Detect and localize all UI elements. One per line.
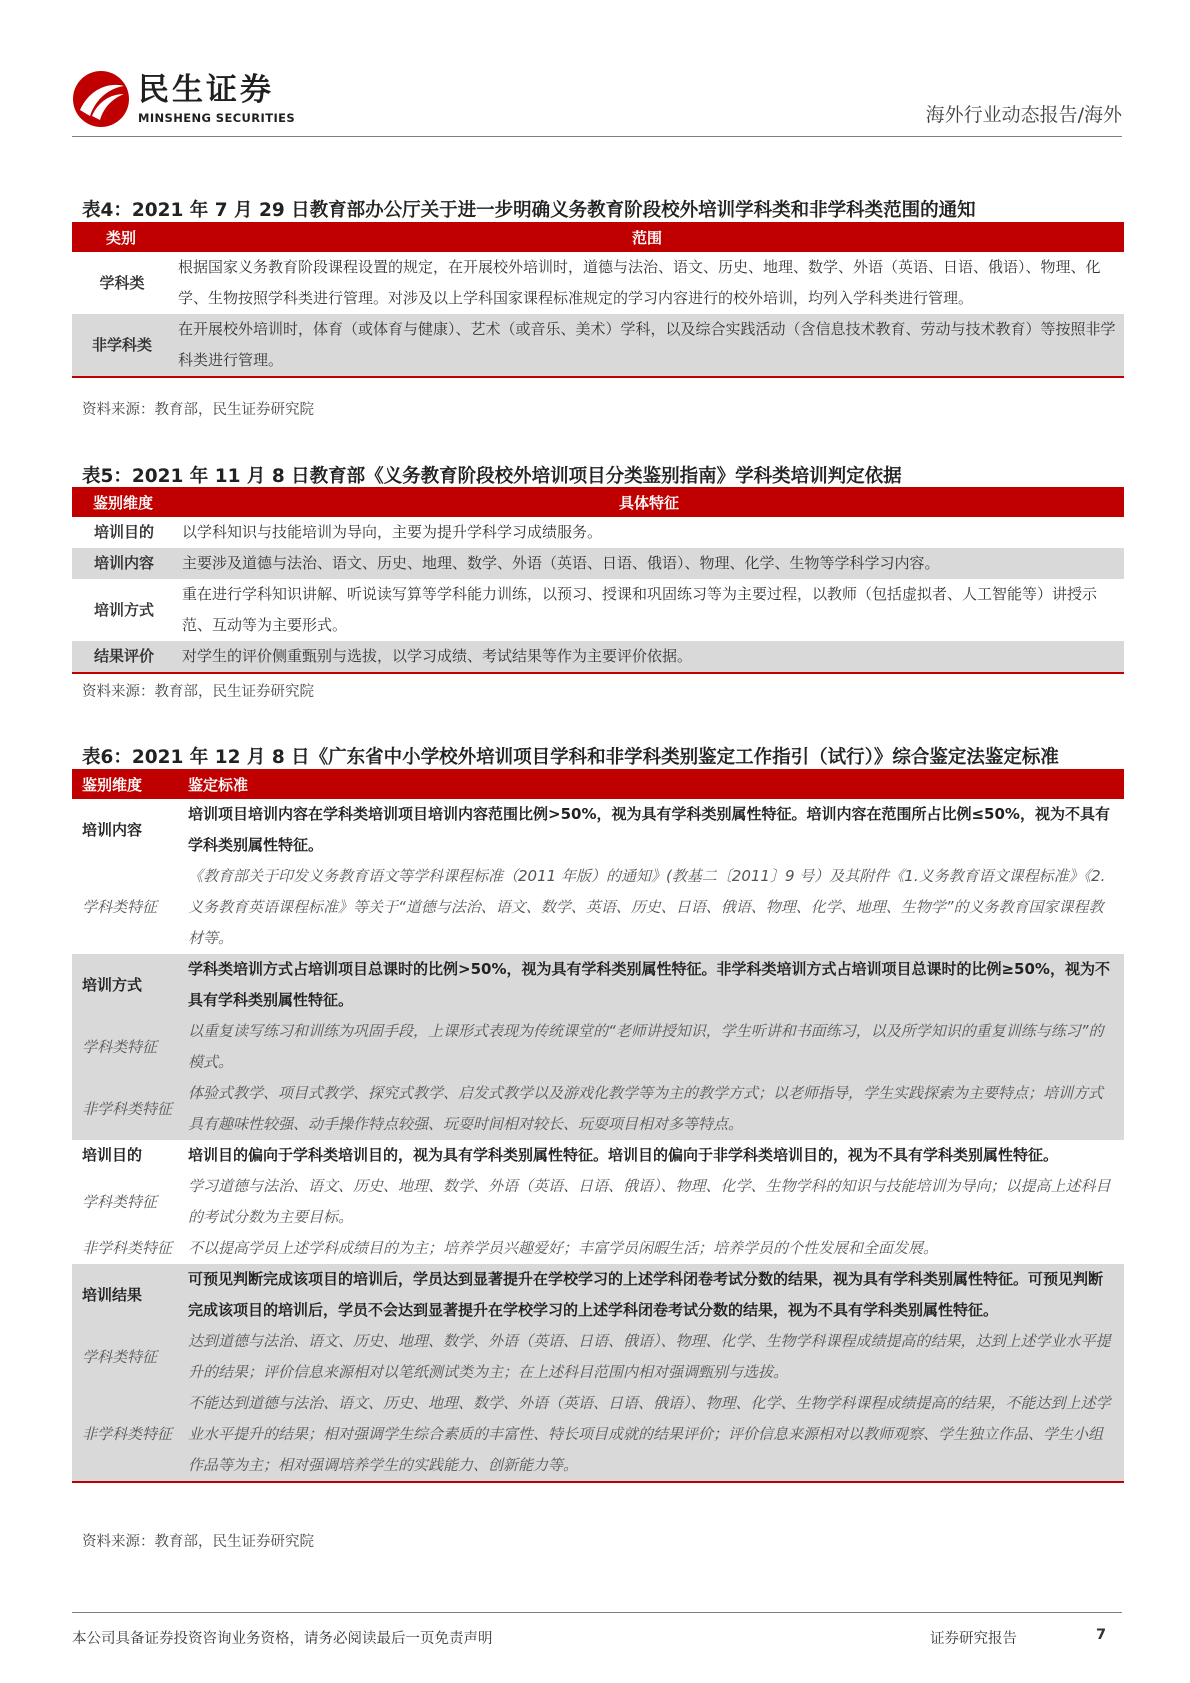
dimension-cell: 培训结果 xyxy=(72,1264,180,1326)
table5-source: 资料来源：教育部，民生证券研究院 xyxy=(82,684,314,700)
table-row xyxy=(72,861,1124,954)
dimension-cell: 非学科类特征 xyxy=(82,1239,173,1257)
table-row xyxy=(72,1233,1124,1264)
table-row xyxy=(72,1388,1124,1482)
table5-title: 表5：2021 年 11 月 8 日教育部《义务教育阶段校外培训项目分类鉴别指南》学科类培训判定依据 xyxy=(82,466,902,487)
dimension-cell: 培训方式 xyxy=(72,954,180,1016)
table-row xyxy=(72,799,1124,861)
table4-header-scope: 范围 xyxy=(170,222,1124,252)
category-cell: 学科类 xyxy=(99,273,145,292)
dimension-cell: 培训目的 xyxy=(93,523,154,541)
standard-cell: 以重复读写练习和训练为巩固手段，上课形式表现为传统课堂的“老师讲授知识，学生听讲和书面练习，以及所学知识的重复训练与练习”的模式。 xyxy=(180,1016,1124,1078)
page-footer xyxy=(72,1612,1122,1647)
table4-header-row xyxy=(72,222,1124,252)
company-logo xyxy=(72,70,295,128)
table-row xyxy=(72,252,1124,314)
table-row xyxy=(72,1140,1124,1171)
table6 xyxy=(72,769,1124,1483)
dimension-cell: 培训内容 xyxy=(82,820,143,839)
standard-cell: 不能达到道德与法治、语文、历史、地理、数学、外语（英语、日语、俄语）、物理、化学、生物学科课程成绩提高的结果，不能达到上述学业水平提升的结果；相对强调学生综合素质的丰富性、特长项目成就的结果评价；评价信息来源相对以教师观察、学生独立作品、学生小组作品等为主；相对强调培养学生的实践能力、创新能力等。 xyxy=(180,1388,1124,1482)
dimension-cell: 学科类特征 xyxy=(72,1326,180,1388)
table6-title: 表6：2021 年 12 月 8 日《广东省中小学校外培训项目学科和非学科类别鉴定工作指引（试行）》综合鉴定法鉴定标准 xyxy=(82,747,1059,768)
dimension-cell: 学科类特征 xyxy=(82,898,158,916)
standard-cell: 《教育部关于印发义务教育语文等学科课程标准（2011 年版）的通知》(教基二〔2011〕9 号）及其附件《1.义务教育语文课程标准》《2.义务教育英语课程标准》等关于“道德与法治、语文、数学、英语、历史、日语、俄语、物理、化学、地理、生物学”的义务教育国家课程教材等。 xyxy=(188,867,1106,947)
table-row xyxy=(72,954,1124,1016)
footer-report-type: 证券研究报告 xyxy=(930,1631,1017,1647)
report-type: 海外行业动态报告/海外 xyxy=(925,104,1122,126)
category-cell: 非学科类 xyxy=(72,314,170,377)
table-row xyxy=(72,579,1124,641)
table6-header-standard: 鉴定标准 xyxy=(180,769,1124,799)
table-row xyxy=(72,1326,1124,1388)
standard-cell: 体验式教学、项目式教学、探究式教学、启发式教学以及游戏化教学等为主的教学方式；以老师指导，学生实践探索为主要特点；培训方式具有趣味性较强、动手操作特点较强、玩耍时间相对较长、玩耍项目相对多等特点。 xyxy=(180,1078,1124,1140)
table6-header-row xyxy=(72,769,1124,799)
feature-cell: 对学生的评价侧重甄别与选拔，以学习成绩、考试结果等作为主要评价依据。 xyxy=(174,641,1124,673)
standard-cell: 不以提高学员上述学科成绩目的为主；培养学员兴趣爱好；丰富学员闲暇生活；培养学员的个性发展和全面发展。 xyxy=(188,1239,939,1257)
table5-header-row xyxy=(72,487,1124,517)
standard-cell: 学习道德与法治、语文、历史、地理、数学、外语（英语、日语、俄语）、物理、化学、生物学科的知识与技能培训为导向；以提高上述科目的考试分数为主要目标。 xyxy=(188,1177,1111,1226)
feature-cell: 主要涉及道德与法治、语文、历史、地理、数学、外语（英语、日语、俄语）、物理、化学、生物等学科学习内容。 xyxy=(174,548,1124,579)
table6-header-dimension: 鉴别维度 xyxy=(72,769,180,799)
table5-header-feature: 具体特征 xyxy=(174,487,1124,517)
logo-english-name: MINSHENG SECURITIES xyxy=(138,111,296,125)
table-row xyxy=(72,517,1124,548)
page-header xyxy=(72,64,1122,137)
standard-cell: 学科类培训方式占培训项目总课时的比例>50%，视为具有学科类别属性特征。非学科类培训方式占培训项目总课时的比例≥50%，视为不具有学科类别属性特征。 xyxy=(180,954,1124,1016)
table-row xyxy=(72,641,1124,673)
table-row xyxy=(72,1171,1124,1233)
feature-cell: 重在进行学科知识讲解、听说读写算等学科能力训练，以预习、授课和巩固练习等为主要过程，以教师（包括虚拟者、人工智能等）讲授示范、互动等为主要形式。 xyxy=(182,585,1098,634)
table-row xyxy=(72,1016,1124,1078)
scope-cell: 根据国家义务教育阶段课程设置的规定，在开展校外培训时，道德与法治、语文、历史、地理、数学、外语（英语、日语、俄语）、物理、化学、生物按照学科类进行管理。对涉及以上学科国家课程标准规定的学习内容进行的校外培训，均列入学科类进行管理。 xyxy=(178,258,1101,307)
table4 xyxy=(72,222,1124,378)
dimension-cell: 学科类特征 xyxy=(72,1016,180,1078)
table-row xyxy=(72,1078,1124,1140)
dimension-cell: 非学科类特征 xyxy=(72,1388,180,1482)
dimension-cell: 结果评价 xyxy=(72,641,174,673)
logo-chinese-name: 民生证券 xyxy=(138,72,274,108)
table5 xyxy=(72,487,1124,674)
standard-cell: 培训目的偏向于学科类培训目的，视为具有学科类别属性特征。培训目的偏向于非学科类培训目的，视为不具有学科类别属性特征。 xyxy=(188,1146,1059,1164)
logo-mark-icon xyxy=(72,70,130,128)
table4-header-category: 类别 xyxy=(72,222,170,252)
table-row xyxy=(72,1264,1124,1326)
table5-header-dimension: 鉴别维度 xyxy=(72,487,174,517)
dimension-cell: 培训方式 xyxy=(93,600,154,619)
table4-source: 资料来源：教育部，民生证券研究院 xyxy=(82,402,314,418)
dimension-cell: 培训内容 xyxy=(72,548,174,579)
page-number: 7 xyxy=(1096,1627,1107,1643)
table-row xyxy=(72,314,1124,377)
feature-cell: 以学科知识与技能培训为导向，主要为提升学科学习成绩服务。 xyxy=(182,523,603,541)
standard-cell: 达到道德与法治、语文、历史、地理、数学、外语（英语、日语、俄语）、物理、化学、生物学科课程成绩提高的结果，达到上述学业水平提升的结果；评价信息来源相对以笔纸测试类为主；在上述科目范围内相对强调甄别与选拔。 xyxy=(180,1326,1124,1388)
dimension-cell: 非学科类特征 xyxy=(72,1078,180,1140)
dimension-cell: 培训目的 xyxy=(82,1146,143,1164)
scope-cell: 在开展校外培训时，体育（或体育与健康）、艺术（或音乐、美术）学科，以及综合实践活动（含信息技术教育、劳动与技术教育）等按照非学科类进行管理。 xyxy=(170,314,1124,377)
disclaimer: 本公司具备证券投资咨询业务资格，请务必阅读最后一页免责声明 xyxy=(72,1631,493,1647)
standard-cell: 可预见判断完成该项目的培训后，学员达到显著提升在学校学习的上述学科闭卷考试分数的结果，视为具有学科类别属性特征。可预见判断完成该项目的培训后，学员不会达到显著提升在学校学习的上述学科闭卷考试分数的结果，视为不具有学科类别属性特征。 xyxy=(180,1264,1124,1326)
standard-cell: 培训项目培训内容在学科类培训项目培训内容范围比例>50%，视为具有学科类别属性特征。培训内容在范围所占比例≤50%，视为不具有学科类别属性特征。 xyxy=(188,805,1110,854)
table4-title: 表4：2021 年 7 月 29 日教育部办公厅关于进一步明确义务教育阶段校外培训学科类和非学科类范围的通知 xyxy=(82,200,976,221)
table6-source: 资料来源：教育部，民生证券研究院 xyxy=(82,1534,314,1550)
table-row xyxy=(72,548,1124,579)
dimension-cell: 学科类特征 xyxy=(82,1192,158,1211)
